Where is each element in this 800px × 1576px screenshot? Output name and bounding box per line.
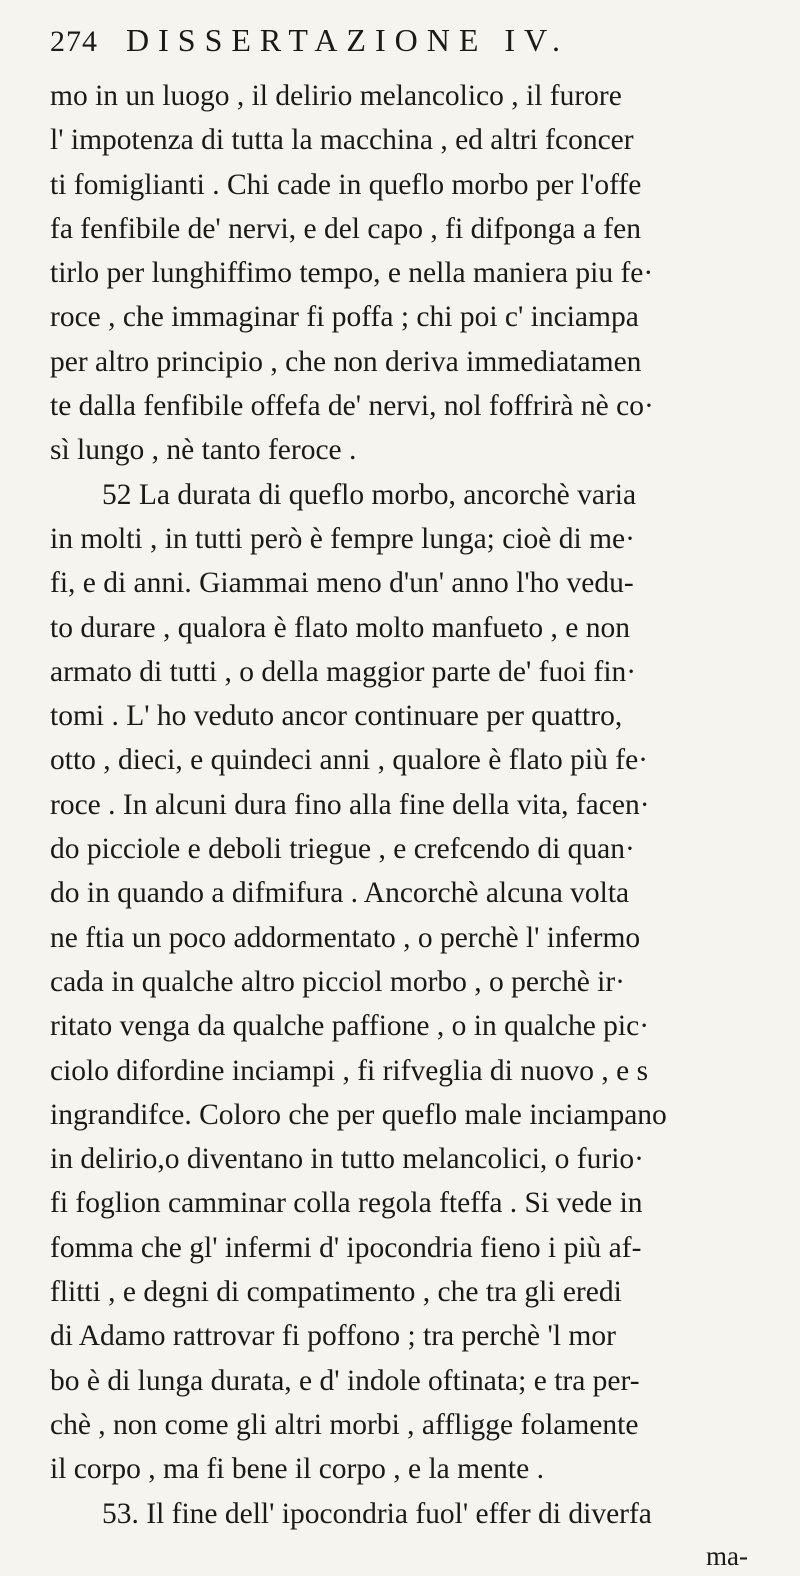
text-line: roce , che immaginar fi poffa ; chi poi c' inciampa	[50, 301, 639, 334]
text-line: ritato venga da qualche paffione , o in qualche pic·	[50, 1010, 650, 1043]
paragraph-53-start: 53. Il fine dell' ipocondria fuol' effer di diverfa	[102, 1497, 652, 1530]
text-line: tirlo per lunghiffimo tempo, e nella maniera piu fe·	[50, 257, 654, 290]
text-line: chè , non come gli altri morbi , affligge folamente	[50, 1408, 639, 1441]
text-line: te dalla fenfibile offefa de' nervi, nol foffrirà nè co·	[50, 390, 654, 423]
text-line: il corpo , ma fi bene il corpo , e la mente .	[50, 1453, 544, 1486]
text-line: ti fomiglianti . Chi cade in queflo morbo per l'offe	[50, 168, 642, 201]
text-line: in molti , in tutti però è fempre lunga; cioè di me·	[50, 522, 635, 555]
text-line: fa fenfibile de' nervi, e del capo , fi difponga a fen	[50, 212, 641, 245]
text-line: in delirio,o diventano in tutto melancolici, o furio·	[50, 1143, 644, 1176]
text-line: fi, e di anni. Giammai meno d'un' anno l'ho vedu-	[50, 567, 634, 600]
text-line: fi foglion camminar colla regola fteffa . Si vede in	[50, 1187, 643, 1220]
text-line: do in quando a difmifura . Ancorchè alcuna volta	[50, 877, 630, 910]
paragraph-52-start: 52 La durata di queflo morbo, ancorchè varia	[102, 478, 637, 511]
text-line: fomma che gl' infermi d' ipocondria fieno i più af-	[50, 1231, 642, 1264]
page-header	[50, 22, 772, 74]
text-line: roce . In alcuni dura fino alla fine della vita, facen·	[50, 788, 650, 821]
text-line: to durare , qualora è flato molto manfueto , e non	[50, 611, 630, 644]
text-line: l' impotenza di tutta la macchina , ed altri fconcer	[50, 124, 634, 157]
text-line: di Adamo rattrovar fi poffono ; tra perchè 'l mor	[50, 1320, 616, 1353]
text-line: cada in qualche altro picciol morbo , o perchè ir·	[50, 965, 626, 998]
page-number: 274	[50, 25, 98, 58]
text-line: otto , dieci, e quindeci anni , qualore è flato più fe·	[50, 744, 648, 777]
running-title: DISSERTAZIONE IV.	[126, 22, 570, 58]
text-line: sì lungo , nè tanto feroce .	[50, 434, 357, 467]
body-text	[50, 74, 772, 1536]
catchword: ma-	[706, 1540, 748, 1571]
text-line: per altro principio , che non deriva immediatamen	[50, 345, 642, 378]
text-line: flitti , e degni di compatimento , che tra gli eredi	[50, 1276, 622, 1309]
text-line: ciolo difordine inciampi , fi rifveglia di nuovo , e s	[50, 1054, 649, 1087]
text-line: ingrandifce. Coloro che per queflo male inciampano	[50, 1098, 667, 1131]
text-line: tomi . L' ho veduto ancor continuare per quattro,	[50, 700, 623, 733]
text-line: do picciole e deboli triegue , e crefcendo di quan·	[50, 833, 635, 866]
text-line: bo è di lunga durata, e d' indole oftinata; e tra per-	[50, 1364, 640, 1397]
text-line: armato di tutti , o della maggior parte de' fuoi fin·	[50, 655, 637, 688]
text-line: mo in un luogo , il delirio melancolico , il furore	[50, 80, 622, 112]
text-line: ne ftia un poco addormentato , o perchè l' infermo	[50, 921, 641, 954]
